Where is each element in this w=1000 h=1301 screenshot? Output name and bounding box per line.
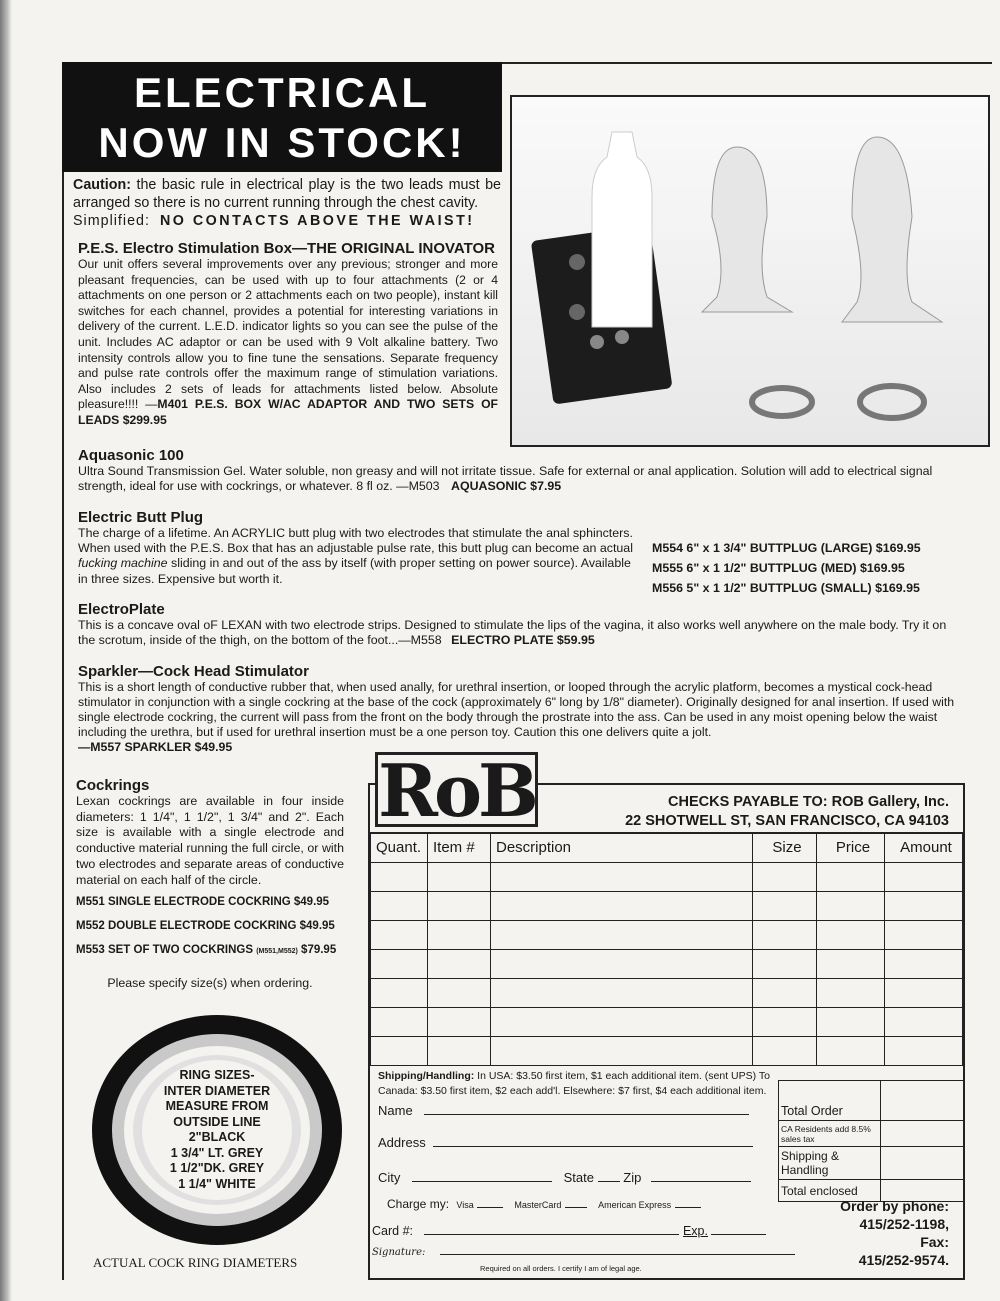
product-description: This is a short length of conductive rubber that, when used anally, for urethral insertion, or looped through the acrylic platform, becomes a mystical cock-head stimulator in conjunction with a single cockring at the base of the cock (approximately 6" long by 1/8" diameter). Originally designed for anal insertion. If used with single electrode cockring, the current will pass from the front on the body through the prostrate into the ass. Can be used in any moist opening below the waist including the urethra, but if used for urethral insertion must be a one person toy. Caution this one delivers quite a jolt. bbox=[78, 680, 955, 739]
product-title: Cockrings bbox=[76, 777, 150, 794]
mastercard-checkbox[interactable] bbox=[565, 1207, 587, 1208]
city-label: City bbox=[378, 1170, 401, 1185]
caution-block bbox=[73, 176, 501, 230]
ring-line: OUTSIDE LINE bbox=[173, 1114, 261, 1129]
signature-label: Signature: bbox=[372, 1247, 426, 1258]
total-order-label: Total Order bbox=[779, 1081, 881, 1121]
shipping-handling-label: Shipping & Handling bbox=[779, 1147, 881, 1180]
col-amount: Amount bbox=[885, 833, 963, 862]
order-table-header bbox=[371, 833, 963, 862]
ring-line: 1 1/4" WHITE bbox=[178, 1176, 256, 1191]
zip-label: Zip bbox=[623, 1170, 642, 1185]
zip-input[interactable] bbox=[651, 1181, 751, 1182]
ring-line: 1 3/4" LT. GREY bbox=[170, 1145, 264, 1160]
total-order-field[interactable] bbox=[881, 1081, 965, 1121]
sales-tax-field[interactable] bbox=[881, 1121, 965, 1147]
product-title: Sparkler—Cock Head Stimulator bbox=[78, 663, 309, 680]
ring-line: RING SIZES- bbox=[179, 1068, 255, 1082]
charge-row bbox=[387, 1197, 701, 1211]
ring-line: MEASURE FROM bbox=[165, 1099, 269, 1113]
option-double: M552 DOUBLE ELECTRODE COCKRING $49.95 bbox=[76, 920, 335, 933]
size-note: Please specify size(s) when ordering. bbox=[107, 976, 313, 991]
mastercard-label: MasterCard bbox=[514, 1200, 562, 1210]
exp-input[interactable] bbox=[711, 1234, 766, 1235]
option-large: M554 6" x 1 3/4" BUTTPLUG (LARGE) $169.95 bbox=[652, 541, 921, 555]
city-row bbox=[378, 1170, 751, 1185]
state-label: State bbox=[563, 1170, 594, 1185]
card-label: Card #: bbox=[372, 1224, 413, 1238]
ring-line: INTER DIAMETER bbox=[163, 1083, 271, 1098]
product-description-emphasis: fucking machine bbox=[78, 556, 168, 571]
ring-line: 2"BLACK bbox=[188, 1130, 246, 1144]
fax-number: 415/252-9574. bbox=[858, 1252, 949, 1268]
product-description: The charge of a lifetime. An ACRYLIC butt plug with two electrodes that stimulate the anal sphincters. When used with the P.E.S. Box that has an adjustable pulse rate, this butt plug can become an actual bbox=[78, 526, 633, 556]
product-title: ElectroPlate bbox=[78, 601, 165, 618]
caution-label: Caution: bbox=[73, 177, 131, 193]
product-sparkler bbox=[78, 663, 958, 755]
option-small: M556 5" x 1 1/2" BUTTPLUG (SMALL) $169.95 bbox=[652, 581, 920, 595]
charge-label: Charge my: bbox=[387, 1197, 450, 1211]
product-title: Aquasonic 100 bbox=[78, 447, 184, 464]
order-row[interactable] bbox=[371, 920, 963, 949]
phone-label: Order by phone: bbox=[840, 1198, 949, 1214]
ring-chart-caption: ACTUAL COCK RING DIAMETERS bbox=[93, 1255, 298, 1270]
order-row[interactable] bbox=[371, 1036, 963, 1065]
ring-size-chart bbox=[92, 1015, 342, 1245]
product-description: Ultra Sound Transmission Gel. Water soluble, non greasy and will not irritate tissue. Safe for external or anal application. Solution will add to electrical signal strength, ideal for use with cockrings, or whatever. 8 fl oz. —M503 bbox=[78, 464, 933, 493]
fax-label: Fax: bbox=[920, 1234, 949, 1250]
product-order-line: —M557 SPARKLER $49.95 bbox=[78, 740, 233, 754]
product-order-line: ELECTRO PLATE $59.95 bbox=[451, 633, 595, 647]
col-quant: Quant. bbox=[371, 833, 428, 862]
visa-checkbox[interactable] bbox=[477, 1207, 503, 1208]
rob-logo: RoB bbox=[375, 752, 538, 827]
headline-line1: ELECTRICAL bbox=[134, 69, 430, 116]
total-enclosed-label: Total enclosed bbox=[779, 1180, 881, 1202]
option-set-price: $79.95 bbox=[301, 944, 337, 957]
order-row[interactable] bbox=[371, 1007, 963, 1036]
address-row bbox=[378, 1135, 753, 1150]
order-form bbox=[368, 783, 965, 1280]
col-description: Description bbox=[491, 833, 753, 862]
legal-note: Required on all orders. I certify I am of legal age. bbox=[480, 1264, 642, 1273]
order-table bbox=[370, 832, 963, 1066]
product-pes-box bbox=[78, 240, 498, 429]
option-set-note: (M551,M552) bbox=[256, 948, 298, 956]
product-electroplate bbox=[78, 601, 958, 648]
product-description-cont: sliding in and out of the ass by itself (with proper setting on power source). Available in three sizes. Expensive but worth it. bbox=[78, 556, 631, 586]
product-cockrings bbox=[76, 777, 344, 990]
address-input[interactable] bbox=[433, 1146, 753, 1147]
product-title: Electric Butt Plug bbox=[78, 509, 204, 526]
caution-warning: NO CONTACTS ABOVE THE WAIST! bbox=[159, 213, 475, 229]
option-med: M555 6" x 1 1/2" BUTTPLUG (MED) $169.95 bbox=[652, 561, 905, 575]
card-number-input[interactable] bbox=[424, 1234, 679, 1235]
shipping-info bbox=[378, 1069, 778, 1099]
amex-checkbox[interactable] bbox=[675, 1207, 701, 1208]
butt-plug-options bbox=[652, 538, 921, 598]
name-label: Name bbox=[378, 1103, 413, 1118]
col-item: Item # bbox=[428, 833, 491, 862]
product-aquasonic bbox=[78, 447, 958, 494]
product-order-line: AQUASONIC $7.95 bbox=[451, 479, 562, 493]
page-binding-shadow bbox=[0, 0, 12, 1301]
totals-table bbox=[778, 1080, 965, 1202]
product-description: This is a concave oval oF LEXAN with two electrode strips. Designed to stimulate the lips of the vagina, it also works well anywhere on the male body. Try it on the scrotum, inside of the thigh, on the bottom of the foot...—M558 bbox=[78, 618, 947, 647]
name-row bbox=[378, 1103, 749, 1118]
mailing-address: 22 SHOTWELL ST, SAN FRANCISCO, CA 94103 bbox=[625, 813, 949, 829]
headline-banner bbox=[62, 62, 502, 172]
product-title: P.E.S. Electro Stimulation Box—THE ORIGINAL INOVATOR bbox=[78, 240, 496, 257]
product-description: Lexan cockrings are available in four inside diameters: 1 1/4", 1 1/2", 1 3/4" and 2". Each size is available with a single electrode and conductive material running the full circle, or with two electrodes and separate areas of conductive material on each half of the circle. bbox=[76, 794, 344, 887]
product-photo-illustration bbox=[512, 97, 990, 447]
product-description: Our unit offers several improvements over any previous; stronger and more pleasant frequencies, can be used with up to four attachments (2 or 4 attachments on one person or 2 attachments each on two people), instant kill switches for each channel, provides a potential for interesting variations in delivery of the current. L.E.D. indicator lights so you can see the pulse of the unit. Includes AC adaptor or can be used with 9 Volt alkaline battery. Two intensity controls allow you to fine tune the sensations. Separate frequency and pulse rate controls offer the maximum range of stimulation variations. Also includes 2 sets of leads for attachments listed below. Absolute pleasure!!!! — bbox=[78, 257, 498, 412]
address-label: Address bbox=[378, 1135, 426, 1150]
col-price: Price bbox=[817, 833, 885, 862]
product-photo bbox=[510, 95, 990, 447]
product-butt-plug bbox=[78, 509, 638, 587]
name-input[interactable] bbox=[424, 1114, 749, 1115]
option-single: M551 SINGLE ELECTRODE COCKRING $49.95 bbox=[76, 896, 330, 909]
option-set: M553 SET OF TWO COCKRINGS bbox=[76, 944, 253, 957]
signature-input[interactable] bbox=[440, 1254, 795, 1255]
phone-number[interactable]: 415/252-1198, bbox=[859, 1216, 949, 1232]
shipping-handling-field[interactable] bbox=[881, 1147, 965, 1180]
ring-line: 1 1/2"DK. GREY bbox=[169, 1161, 265, 1175]
product-order-line: M401 P.E.S. BOX W/AC ADAPTOR AND TWO SETS OF LEADS $299.95 bbox=[78, 397, 498, 427]
card-row bbox=[372, 1224, 766, 1238]
exp-label: Exp. bbox=[682, 1224, 708, 1238]
shipping-label: Shipping/Handling: bbox=[378, 1070, 475, 1082]
sales-tax-label: CA Residents add 8.5% sales tax bbox=[779, 1121, 881, 1147]
order-row[interactable] bbox=[371, 891, 963, 920]
caution-text: the basic rule in electrical play is the two leads must be arranged so there is no current running through the chest cavity. bbox=[73, 177, 502, 211]
city-input[interactable] bbox=[412, 1181, 552, 1182]
amex-label: American Express bbox=[598, 1200, 672, 1210]
checks-payable: CHECKS PAYABLE TO: ROB Gallery, Inc. bbox=[668, 794, 949, 810]
signature-row bbox=[372, 1247, 795, 1258]
phone-block bbox=[840, 1197, 949, 1269]
order-row[interactable] bbox=[371, 978, 963, 1007]
shipping-text: In USA: $3.50 first item, $1 each additional item. (sent UPS) To Canada: $3.50 first item, $2 each add'l. Elsewhere: $7 first, $4 each additional item. bbox=[378, 1070, 770, 1097]
col-size: Size bbox=[753, 833, 817, 862]
visa-label: Visa bbox=[456, 1200, 474, 1210]
simplified-label: Simplified: bbox=[73, 213, 150, 229]
order-row[interactable] bbox=[371, 862, 963, 891]
state-input[interactable] bbox=[598, 1181, 620, 1182]
headline-line2: NOW IN STOCK! bbox=[98, 119, 466, 166]
order-row[interactable] bbox=[371, 949, 963, 978]
